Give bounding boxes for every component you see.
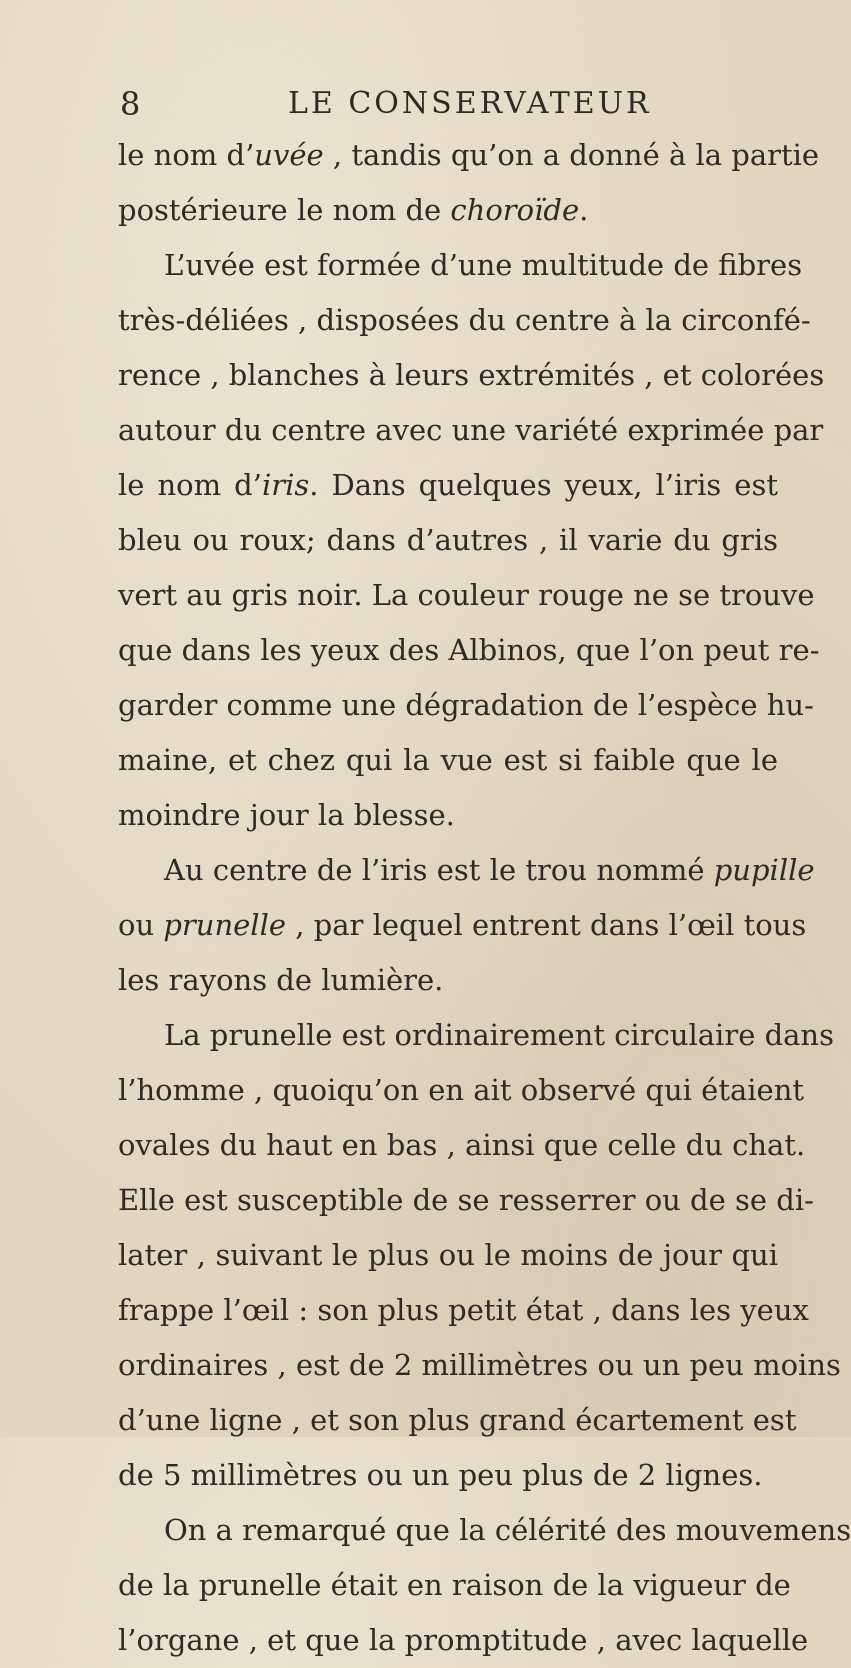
text-line — [118, 1118, 806, 1173]
text-segment: postérieure le nom de — [118, 193, 451, 227]
text-segment: Elle est susceptible de se resserrer ou de se di- — [118, 1183, 814, 1217]
text-segment: later , suivant le plus ou le moins de jour qui — [118, 1238, 778, 1272]
text-segment: ordinaires , est de 2 millimètres ou un peu moins — [118, 1348, 841, 1382]
text-segment: les rayons de lumière. — [118, 963, 444, 997]
text-line — [118, 458, 778, 513]
text-segment: vert au gris noir. La couleur rouge ne se trouve — [118, 578, 815, 612]
text-segment: . Dans quelques yeux, l’iris est — [309, 468, 778, 502]
running-title: LE CONSERVATEUR — [288, 86, 652, 121]
text-segment: de la prunelle était en raison de la vigueur de — [118, 1568, 791, 1602]
text-line — [118, 403, 824, 458]
text-segment: ovales du haut en bas , ainsi que celle du chat. — [118, 1128, 806, 1162]
text-segment: , par lequel entrent dans l’œil tous — [286, 908, 807, 942]
text-segment: garder comme une dégradation de l’espèce hu- — [118, 688, 814, 722]
text-segment: Au centre de l’iris est le trou nommé — [164, 853, 714, 887]
text-segment: rence , blanches à leurs extrémités , et colorées — [118, 358, 825, 392]
text-line — [118, 1613, 809, 1668]
text-segment: moindre jour la blesse. — [118, 798, 455, 832]
text-line — [118, 513, 778, 568]
text-line — [118, 1063, 805, 1118]
running-head — [120, 84, 760, 124]
text-segment: L’uvée est formée d’une multitude de fibres — [164, 248, 803, 282]
text-line — [118, 623, 820, 678]
text-segment: On a remarqué que la célérité des mouvemens — [164, 1513, 851, 1547]
text-segment: que dans les yeux des Albinos, que l’on peut re- — [118, 633, 820, 667]
text-segment: , tandis qu’on a donné à la partie — [323, 138, 820, 172]
text-segment: bleu ou roux; dans d’autres , il varie du gris — [118, 523, 778, 557]
text-line — [118, 953, 778, 1008]
italic-term: pupille — [713, 853, 815, 887]
text-segment: l’organe , et que la promptitude , avec laquelle — [118, 1623, 809, 1657]
text-segment: frappe l’œil : son plus petit état , dans les yeux — [118, 1293, 809, 1327]
text-line — [118, 1228, 778, 1283]
text-segment: maine, et chez qui la vue est si faible que le — [118, 743, 778, 777]
italic-term: choroïde — [450, 193, 580, 227]
text-segment: ou — [118, 908, 164, 942]
text-segment: La prunelle est ordinairement circulaire dans — [164, 1018, 834, 1052]
italic-term: iris — [261, 468, 310, 502]
text-segment: le nom d’ — [118, 468, 262, 502]
text-line — [118, 898, 807, 953]
text-line — [118, 568, 815, 623]
text-line — [118, 788, 778, 843]
text-line — [118, 678, 814, 733]
text-segment: . — [579, 193, 589, 227]
text-line — [118, 1558, 791, 1613]
text-segment: de 5 millimètres ou un peu plus de 2 lignes. — [118, 1458, 763, 1492]
text-segment: d’une ligne , et son plus grand écartement est — [118, 1403, 797, 1437]
text-segment: autour du centre avec une variété exprimée par — [118, 413, 824, 447]
text-line — [118, 348, 825, 403]
text-line — [118, 1008, 834, 1063]
text-line — [118, 183, 778, 238]
italic-term: uvée — [254, 138, 324, 172]
text-segment: le nom d’ — [118, 138, 255, 172]
text-line — [118, 1448, 778, 1503]
text-line — [118, 1283, 809, 1338]
italic-term: prunelle — [163, 908, 287, 942]
text-line — [118, 1173, 814, 1228]
text-line — [118, 1393, 797, 1448]
text-line — [118, 843, 815, 898]
text-line — [118, 1503, 851, 1558]
text-segment: l’homme , quoiqu’on en ait observé qui étaient — [118, 1073, 805, 1107]
text-line — [118, 1338, 841, 1393]
text-line — [118, 733, 778, 788]
text-line — [118, 238, 803, 293]
text-line — [118, 293, 811, 348]
body-text — [118, 128, 851, 1668]
text-segment: très-déliées , disposées du centre à la circonfé- — [118, 303, 811, 337]
text-line — [118, 128, 820, 183]
page-number: 8 — [120, 85, 141, 123]
